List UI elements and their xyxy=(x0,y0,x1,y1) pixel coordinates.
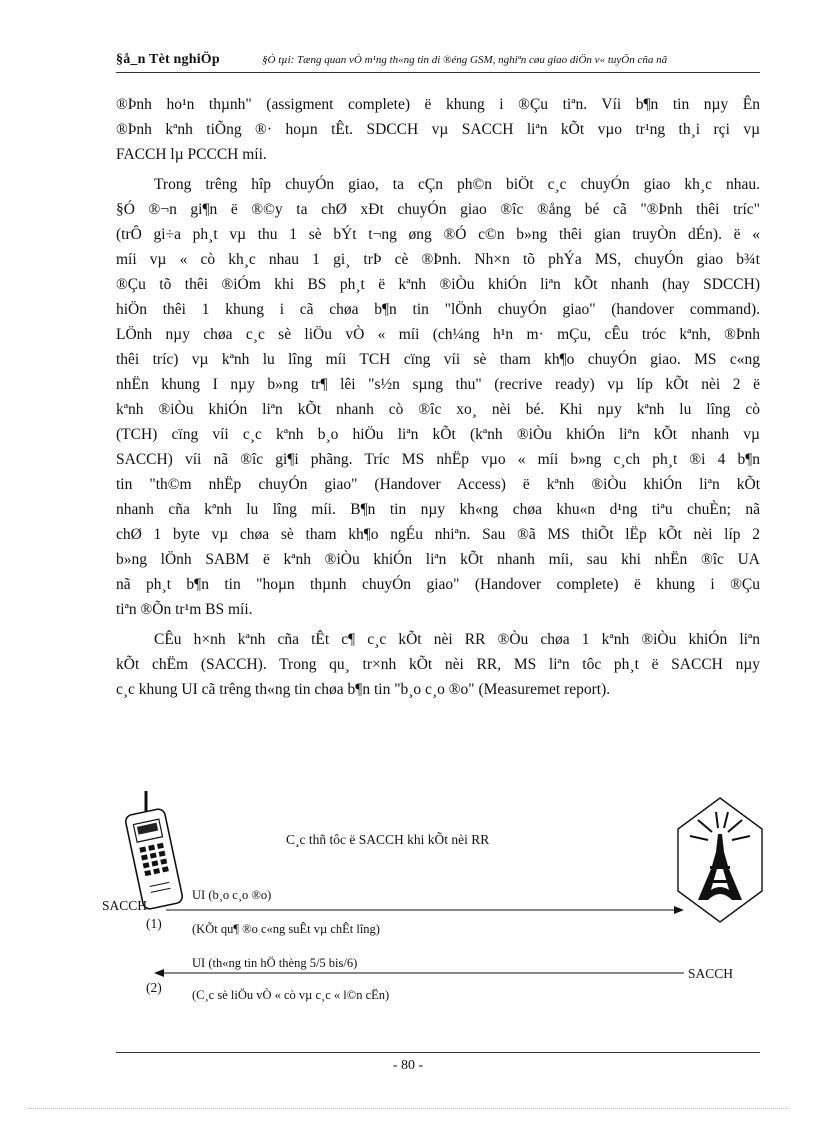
text-line: tin "th©m nhËp chuyÓn giao" (Handover Access) ë kªnh ®iÒu khiÓn liªn kÕt xyxy=(116,476,760,493)
paragraph xyxy=(116,627,760,702)
arrow-head-right xyxy=(674,906,684,914)
paragraph xyxy=(116,92,760,167)
base-station-icon xyxy=(678,798,762,922)
text-line: (TCH) cïng víi c¸c kªnh b¸o hiÖu liªn kÕt (kªnh ®iÒu khiÓn liªn kÕt nhanh vµ xyxy=(116,426,760,443)
text-line: kÕt chËm (SACCH). Trong qu¸ tr×nh kÕt nèi RR, MS liªn tôc ph¸t ë SACCH nµy xyxy=(116,656,760,673)
text-line: c¸c khung UI cã trêng th«ng tin chøa b¶n tin "b¸o c¸o ®o" (Measuremet report). xyxy=(116,681,611,698)
step-2-number: (2) xyxy=(146,980,162,995)
diagram-title: C¸c thñ tôc ë SACCH khi kÕt nèi RR xyxy=(286,832,490,847)
mobile-phone-icon xyxy=(124,791,183,910)
text-line: b»ng lÖnh SABM ë kªnh ®iÒu khiÓn liªn kÕt nhanh míi, sau khi nhËn ®îc UA xyxy=(116,551,760,568)
paragraph xyxy=(116,172,760,622)
text-line: kªnh ®iÒu khiÓn liªn kÕt nhanh cò ®îc xo¸ nèi bé. Khi nµy kªnh lu lîng cò xyxy=(116,401,760,418)
step-1-number: (1) xyxy=(146,916,162,931)
text-line: Trong trêng hîp chuyÓn giao, ta cÇn ph©n biÖt c¸c chuyÓn giao kh¸c nhau. xyxy=(154,176,760,193)
text-line: SACCH) víi nã ®îc gi¶i phãng. Tríc MS nhËp vµo « míi b»ng c¸ch ph¸t ®i 4 b¶n xyxy=(116,451,760,468)
text-line: thêi tríc) vµ kªnh lu lîng míi TCH cïng víi sè tham kh¶o chuyÓn giao. MS c«ng xyxy=(116,351,760,368)
text-line: LÖnh nµy chøa c¸c sè liÖu vÒ « míi (ch¼ng h¹n m· mÇu, cÊu tróc kªnh, ®Þnh xyxy=(116,326,760,343)
text-line: míi vµ « cò kh¸c nhau 1 gi¸ trÞ cè ®Þnh. Nh×n tõ phÝa MS, chuyÓn giao b¾t xyxy=(116,251,760,268)
footer-rule xyxy=(116,1052,760,1053)
page-header xyxy=(116,50,760,73)
step-1-message: UI (b¸o c¸o ®o) xyxy=(192,888,272,902)
sacch-procedure-diagram xyxy=(0,760,816,1020)
body-text xyxy=(116,92,760,702)
header-thesis-title: §Ò tµi: Tæng quan vÒ m¹ng th«ng tin di ®éng GSM, nghiªn cøu giao diÖn v« tuyÕn cña nã xyxy=(262,54,668,66)
page-bottom-border xyxy=(28,1108,788,1109)
text-line: (trÔ gi÷a ph¸t vµ thu 1 sè bÝt t¬ng øng ®Ó c©n b»ng thêi gian truyÒn dÉn). ë « xyxy=(116,226,760,243)
text-line: §Ó ®¬n gi¶n ë ®©y ta chØ xÐt chuyÓn giao ®îc ®ång bé cã "®Þnh thêi tríc" xyxy=(116,201,760,218)
text-line: FACCH lµ PCCCH míi. xyxy=(116,146,267,163)
text-line: ®Þnh ho¹n thµnh" (assigment complete) ë khung i ®Çu tiªn. Víi b¶n tin nµy Ên xyxy=(116,96,760,113)
text-line: nã ph¸t b¶n tin "hoµn thµnh chuyÓn giao" (Handover complete) ë khung i ®Çu xyxy=(116,576,760,593)
right-channel-label: SACCH xyxy=(688,966,734,981)
step-2-description: (C¸c sè liÖu vÒ « cò vµ c¸c « l©n cËn) xyxy=(192,988,390,1002)
left-channel-label: SACCH xyxy=(102,898,148,913)
header-document-type: §å_n Tèt nghiÖp xyxy=(116,52,220,67)
page-number: - 80 - xyxy=(392,1058,424,1073)
arrow-head-left xyxy=(154,969,164,977)
text-line: tiªn ®Õn tr¹m BS míi. xyxy=(116,601,253,618)
text-line: CÊu h×nh kªnh cña tÊt c¶ c¸c kÕt nèi RR ®Òu chøa 1 kªnh ®iÒu khiÓn liªn xyxy=(154,631,760,648)
text-line: chØ 1 byte vµ chøa sè tham kh¶o ngÉu nhiªn. Sau ®ã MS thiÕt lËp kÕt nèi líp 2 xyxy=(116,526,760,543)
text-line: ®Çu tõ thêi ®iÓm khi BS ph¸t ë kªnh ®iÒu khiÓn liªn kÕt nhanh (hay SDCCH) xyxy=(116,276,760,293)
text-line: nhËn khung I nµy b»ng tr¶ lêi "s½n sµng thu" (recrive ready) vµ líp kÕt nèi 2 ë xyxy=(116,376,760,393)
step-2-message: UI (th«ng tin hÖ thèng 5/5 bis/6) xyxy=(192,956,358,970)
text-line: ®Þnh kªnh tiÕng ®· hoµn tÊt. SDCCH vµ SACCH liªn kÕt vµo tr¹ng th¸i rçi vµ xyxy=(116,121,760,138)
step-1-description: (KÕt qu¶ ®o c«ng suÊt vµ chÊt lîng) xyxy=(192,922,380,936)
text-line: hiÖn thêi 1 khung i cã chøa b¶n tin "lÖnh chuyÓn giao" (handover command). xyxy=(116,301,760,318)
text-line: nhanh cña kªnh lu lîng míi. B¶n tin nµy kh«ng chøa khu«n d¹ng tiªu chuÈn; nã xyxy=(116,501,760,518)
